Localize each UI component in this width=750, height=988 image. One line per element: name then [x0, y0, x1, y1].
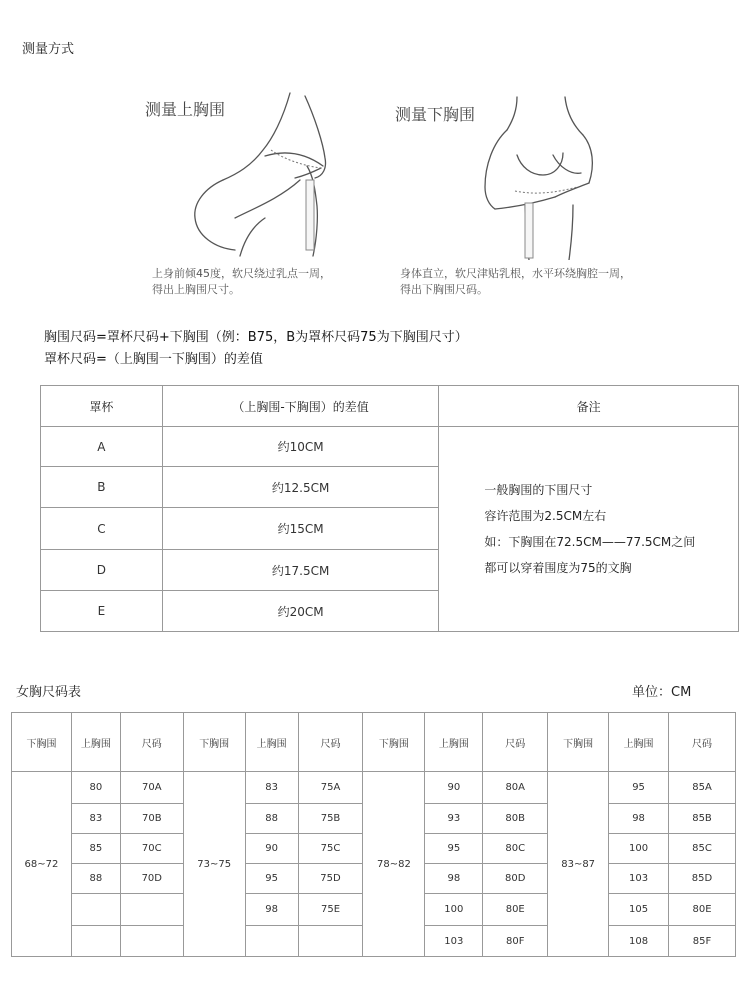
under-bust-title: 测量下胸围 [395, 105, 476, 124]
remark-line: 如：下胸围在72.5CM——77.5CM之间 [484, 535, 696, 549]
size-cell: 85B [669, 804, 736, 834]
cup-size-formula: 罩杯尺码=（上胸围一下胸围）的差值 [44, 352, 263, 367]
upper-bust-cell: 95 [609, 772, 669, 804]
difference-cell: 约17.5CM [162, 550, 439, 591]
cup-cell: E [41, 591, 163, 632]
upper-bust-cell: 88 [245, 804, 298, 834]
upper-bust-cell [71, 926, 120, 957]
upper-bust-cell: 100 [425, 894, 483, 926]
size-cell: 80A [483, 772, 548, 804]
upper-bust-header: 上胸围 [71, 713, 120, 772]
remark-line: 一般胸围的下围尺寸 [484, 483, 593, 497]
size-cell: 80B [483, 804, 548, 834]
measure-section-title: 测量方式 [22, 42, 75, 57]
size-cell: 85C [669, 834, 736, 864]
cup-cell: A [41, 427, 163, 467]
upper-bust-header: 上胸围 [609, 713, 669, 772]
size-cell: 80D [483, 864, 548, 894]
cup-header: 罩杯 [41, 386, 163, 427]
size-cell: 75C [298, 834, 363, 864]
difference-header: （上胸围-下胸围）的差值 [162, 386, 439, 427]
size-header: 尺码 [669, 713, 736, 772]
upper-bust-title: 测量上胸围 [145, 100, 226, 119]
upper-bust-cell: 95 [245, 864, 298, 894]
size-header: 尺码 [298, 713, 363, 772]
upper-bust-cell: 95 [425, 834, 483, 864]
remark-line: 都可以穿着围度为75的文胸 [484, 561, 632, 575]
size-cell: 70B [120, 804, 183, 834]
upper-bust-cell: 80 [71, 772, 120, 804]
upper-bust-cell: 98 [245, 894, 298, 926]
upper-bust-note-line2: 得出上胸围尺寸。 [152, 283, 240, 296]
difference-cell: 约12.5CM [162, 467, 439, 508]
remark-cell [439, 427, 739, 632]
bra-size-formula: 胸围尺码=罩杯尺码+下胸围（例：B75，B为罩杯尺码75为下胸围尺寸） [44, 330, 468, 345]
size-cell: 80F [483, 926, 548, 957]
table-row [12, 772, 736, 804]
upper-bust-cell: 88 [71, 864, 120, 894]
table-row [41, 427, 739, 467]
upper-bust-cell: 100 [609, 834, 669, 864]
upper-bust-cell [245, 926, 298, 957]
upper-bust-cell [71, 894, 120, 926]
cup-table-header-row [41, 386, 739, 427]
under-bust-header: 下胸围 [183, 713, 245, 772]
size-cell: 80C [483, 834, 548, 864]
difference-cell: 约20CM [162, 591, 439, 632]
under-bust-note-line2: 得出下胸围尺码。 [400, 283, 488, 296]
under-bust-note-line1: 身体直立，软尺津贴乳根，水平环绕胸腔一周， [400, 267, 631, 280]
under-bust-illustration [455, 95, 620, 260]
cup-difference-table [40, 385, 739, 632]
size-cell: 85F [669, 926, 736, 957]
under-bust-range-cell: 78~82 [363, 772, 425, 957]
size-cell: 70D [120, 864, 183, 894]
size-cell: 85D [669, 864, 736, 894]
upper-bust-cell: 103 [425, 926, 483, 957]
upper-bust-cell: 83 [71, 804, 120, 834]
size-cell: 85A [669, 772, 736, 804]
cup-cell: B [41, 467, 163, 508]
size-cell: 80E [483, 894, 548, 926]
difference-cell: 约10CM [162, 427, 439, 467]
upper-bust-cell: 90 [245, 834, 298, 864]
upper-bust-cell: 83 [245, 772, 298, 804]
upper-bust-cell: 98 [609, 804, 669, 834]
size-cell: 80E [669, 894, 736, 926]
upper-bust-cell: 90 [425, 772, 483, 804]
size-header: 尺码 [483, 713, 548, 772]
size-cell [298, 926, 363, 957]
size-header-row [12, 713, 736, 772]
upper-bust-cell: 105 [609, 894, 669, 926]
upper-bust-note [152, 266, 331, 298]
size-cell: 75A [298, 772, 363, 804]
upper-bust-header: 上胸围 [245, 713, 298, 772]
upper-bust-cell: 93 [425, 804, 483, 834]
upper-bust-cell: 103 [609, 864, 669, 894]
upper-bust-cell: 108 [609, 926, 669, 957]
under-bust-header: 下胸围 [363, 713, 425, 772]
size-cell: 70C [120, 834, 183, 864]
under-bust-header: 下胸围 [12, 713, 72, 772]
cup-cell: D [41, 550, 163, 591]
remark-line: 容许范围为2.5CM左右 [484, 509, 607, 523]
size-cell: 75D [298, 864, 363, 894]
unit-label: 单位：CM [632, 685, 692, 700]
under-bust-header: 下胸围 [548, 713, 609, 772]
under-bust-range-cell: 73~75 [183, 772, 245, 957]
under-bust-range-cell: 83~87 [548, 772, 609, 957]
upper-bust-cell: 85 [71, 834, 120, 864]
size-cell: 75B [298, 804, 363, 834]
upper-bust-cell: 98 [425, 864, 483, 894]
under-bust-note [400, 266, 631, 298]
size-cell [120, 926, 183, 957]
under-bust-range-cell: 68~72 [12, 772, 72, 957]
remark-header: 备注 [439, 386, 739, 427]
difference-cell: 约15CM [162, 508, 439, 550]
upper-bust-note-line1: 上身前倾45度，软尺绕过乳点一周， [152, 267, 331, 280]
size-cell [120, 894, 183, 926]
cup-cell: C [41, 508, 163, 550]
size-chart-title: 女胸尺码表 [16, 685, 82, 700]
size-header: 尺码 [120, 713, 183, 772]
size-chart-table [11, 712, 736, 957]
upper-bust-illustration [175, 88, 355, 258]
size-cell: 70A [120, 772, 183, 804]
upper-bust-header: 上胸围 [425, 713, 483, 772]
size-cell: 75E [298, 894, 363, 926]
